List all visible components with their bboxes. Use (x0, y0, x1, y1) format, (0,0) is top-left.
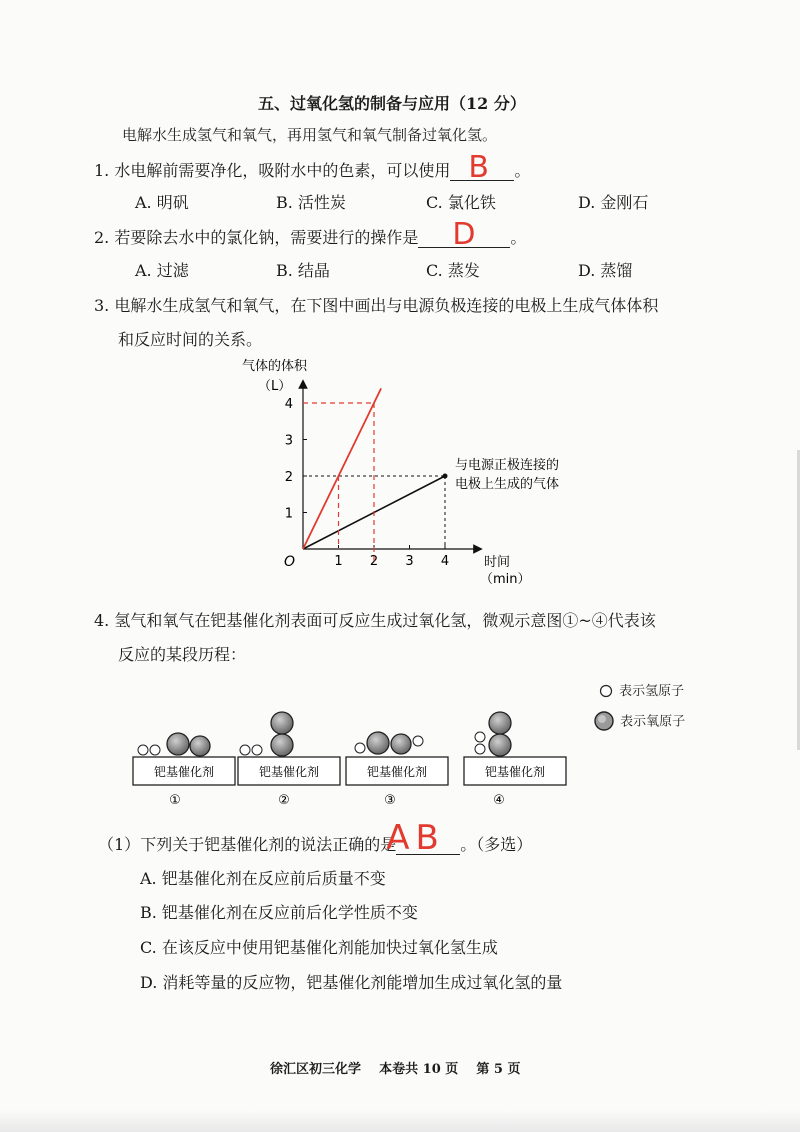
question-3-line2: 和反应时间的关系。 (118, 330, 263, 349)
x-axis-label: 时间 (484, 555, 511, 570)
oxygen-atom (271, 734, 293, 756)
option-a: A. 明矾 (135, 193, 189, 212)
legend-o-label: 表示氧原子 (620, 714, 686, 730)
y-axis-label: 气体的体积 (242, 359, 308, 374)
hydrogen-atom (355, 743, 365, 753)
question-number: 1. (94, 161, 110, 180)
y-axis-unit: （L） (258, 379, 292, 394)
hydrogen-atom (475, 744, 485, 754)
hydrogen-atom (413, 736, 423, 746)
handwritten-answer: AB (386, 818, 445, 858)
question-number: 2. (94, 228, 110, 247)
oxygen-atom (190, 736, 210, 756)
y-tick-label: 1 (284, 506, 293, 522)
footer-subject: 徐汇区初三化学 (270, 1062, 362, 1077)
question-text: 电解水生成氢气和氧气，在下图中画出与电源负极连接的电极上生成气体体积 (114, 296, 659, 315)
option-b: B. 结晶 (276, 261, 330, 280)
scan-shadow (0, 1110, 800, 1132)
hydrogen-atom (150, 745, 160, 755)
series-annotation-line1: 与电源正极连接的 (455, 458, 560, 473)
subq-option-d: D. 消耗等量的反应物，钯基催化剂能增加生成过氧化氢的量 (140, 973, 563, 992)
diagram-4 (464, 712, 566, 808)
y-tick-label: 2 (284, 470, 293, 485)
handwritten-answer: D (452, 217, 476, 252)
subq-option-a: A. 钯基催化剂在反应前后质量不变 (140, 869, 386, 888)
oxygen-atom (391, 734, 411, 754)
x-axis-unit: （min） (480, 572, 531, 587)
hydrogen-atom (252, 745, 262, 755)
hydrogen-atom (240, 745, 250, 755)
diagram-label: ② (278, 793, 290, 808)
oxygen-atom (271, 712, 293, 734)
subquestion-number: （1） (98, 835, 141, 854)
diagram-label: ① (169, 793, 181, 808)
oxygen-atom (489, 712, 511, 734)
catalyst-label: 钯基催化剂 (366, 765, 428, 779)
footer (270, 1058, 521, 1077)
handwritten-answer: B (468, 150, 489, 185)
catalyst-label: 钯基催化剂 (484, 765, 546, 779)
question-3 (94, 293, 658, 316)
x-tick-label: 2 (369, 554, 379, 569)
origin-label: O (284, 554, 296, 570)
question-text: 氢气和氧气在钯基催化剂表面可反应生成过氧化氢，微观示意图①~④代表该 (114, 611, 656, 630)
subq-option-b: B. 钯基催化剂在反应前后化学性质不变 (140, 903, 418, 922)
option-d: D. 金刚石 (578, 193, 649, 212)
subquestion-1: （1）下列关于钯基催化剂的说法正确的是 AB 。（多选） (98, 818, 533, 858)
legend-h-label: 表示氢原子 (619, 684, 685, 699)
volume-time-chart (240, 356, 600, 592)
catalyst-label: 钯基催化剂 (258, 765, 320, 779)
question-number: 3. (94, 296, 110, 315)
oxygen-atom (489, 734, 511, 756)
handwritten-note: 电解水生成氢气和氧气，再用氢气和氧气制备过氧化氢。 (122, 126, 498, 144)
diagram-2 (238, 712, 340, 808)
diagram-label: ③ (384, 793, 396, 808)
option-c: C. 氯化铁 (426, 193, 496, 212)
oxygen-atom (167, 733, 189, 755)
series-line-negative-electrode (303, 388, 381, 549)
hydrogen-atom-icon (598, 683, 614, 699)
hydrogen-atom (138, 745, 148, 755)
question-4-line2: 反应的某段历程： (118, 645, 247, 664)
oxygen-atom (367, 732, 389, 754)
diagram-label: ④ (493, 793, 505, 808)
option-b: B. 活性炭 (276, 193, 346, 212)
question-text: 若要除去水中的氯化钠，需要进行的操作是 (114, 228, 419, 247)
catalyst-label: 钯基催化剂 (153, 765, 215, 779)
question-text: 水电解前需要净化，吸附水中的色素，可以使用 (114, 161, 451, 180)
series-annotation-line2: 电极上生成的气体 (455, 477, 560, 492)
subquestion-text: 下列关于钯基催化剂的说法正确的是 (140, 835, 397, 854)
x-tick-label: 4 (440, 554, 450, 569)
y-tick-label: 4 (284, 397, 293, 412)
subq-option-c: C. 在该反应中使用钯基催化剂能加快过氧化氢生成 (140, 938, 498, 957)
answer-blank (386, 818, 460, 858)
diagram-3 (346, 732, 448, 808)
y-tick-label: 3 (284, 433, 293, 449)
hydrogen-atom (475, 732, 485, 742)
diagram-1 (133, 733, 235, 808)
question-number: 4. (94, 611, 110, 630)
answer-blank (450, 150, 514, 185)
series-endpoint (443, 474, 448, 479)
section-title: 五、过氧化氢的制备与应用（12 分） (258, 94, 526, 113)
footer-page-number: 第 5 页 (476, 1062, 521, 1077)
footer-total-pages: 本卷共 10 页 (379, 1062, 459, 1077)
question-1: 1. 水电解前需要净化，吸附水中的色素，可以使用 B 。 (94, 150, 531, 185)
answer-blank (418, 217, 510, 252)
question-4 (94, 608, 656, 631)
option-c: C. 蒸发 (426, 261, 480, 280)
x-tick-label: 3 (405, 554, 414, 569)
micro-diagrams (120, 706, 660, 810)
option-a: A. 过滤 (135, 261, 189, 280)
legend (598, 680, 684, 699)
x-tick-label: 1 (334, 554, 343, 569)
question-2: 2. 若要除去水中的氯化钠，需要进行的操作是 D 。 (94, 217, 527, 252)
option-d: D. 蒸馏 (578, 261, 633, 280)
